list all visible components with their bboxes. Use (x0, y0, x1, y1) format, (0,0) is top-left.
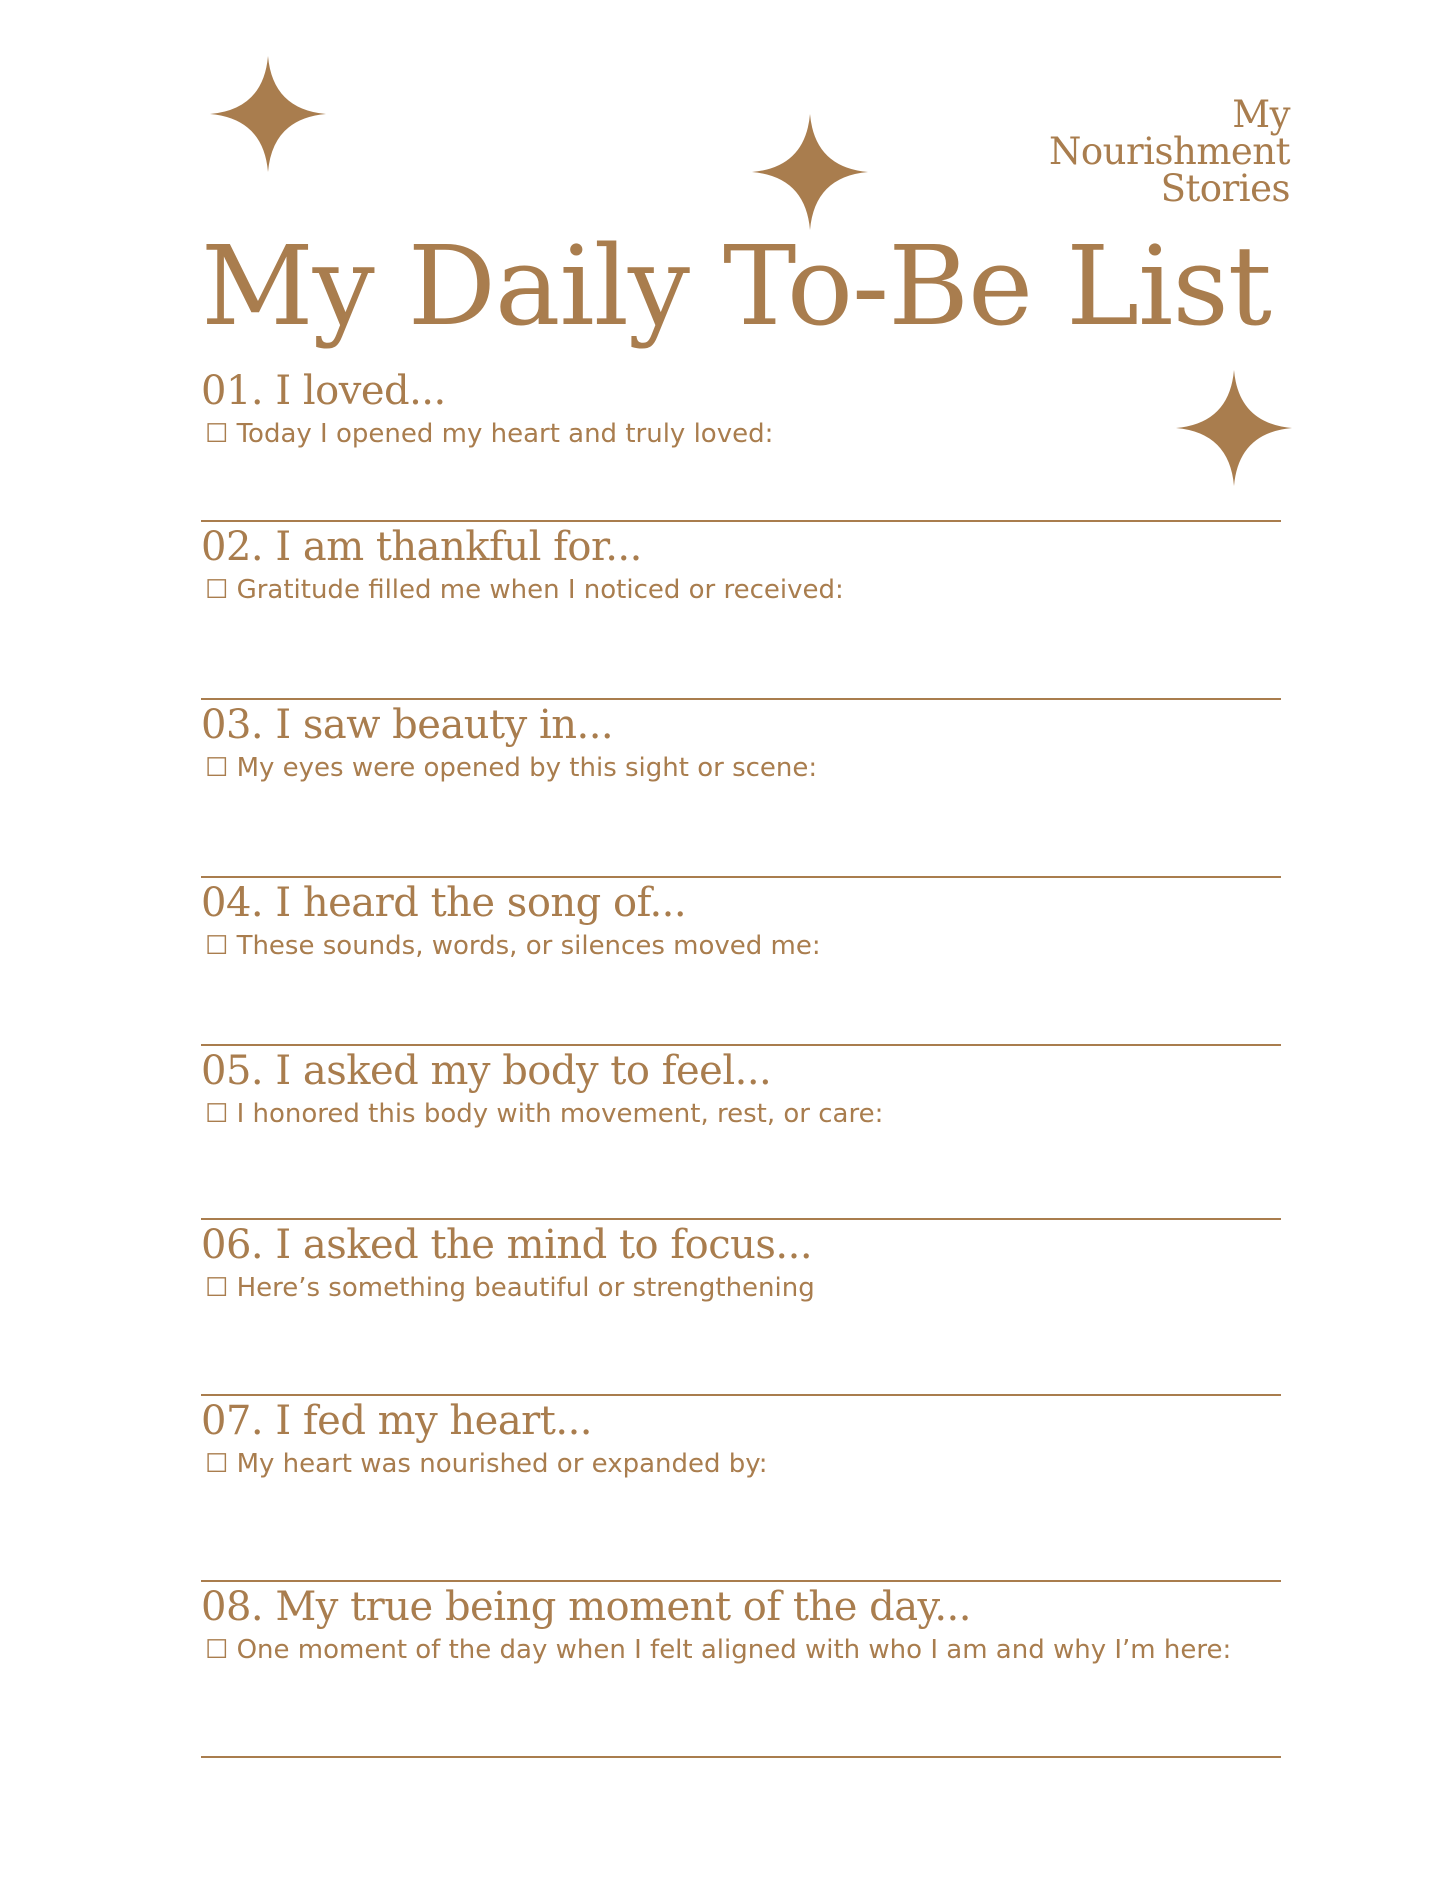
brand-logo (1030, 93, 1290, 210)
journal-section-6 (201, 1222, 1281, 1304)
writing-line (201, 876, 1281, 878)
brand-line: My (1232, 93, 1290, 136)
journal-section-4 (201, 880, 1281, 962)
section-prompt-checkbox[interactable]: ☐ My eyes were opened by this sight or scene: (205, 753, 818, 783)
sparkle-star-icon (752, 114, 868, 230)
section-heading: 05. I asked my body to feel... (201, 1048, 772, 1094)
section-heading: 08. My true being moment of the day... (201, 1584, 971, 1630)
section-prompt-checkbox[interactable]: ☐ My heart was nourished or expanded by: (205, 1449, 768, 1479)
section-prompt-checkbox[interactable]: ☐ Today I opened my heart and truly loved: (205, 419, 774, 449)
journal-section-7 (201, 1398, 1281, 1480)
section-prompt-checkbox[interactable]: ☐ Gratitude filled me when I noticed or received: (205, 575, 844, 605)
writing-line (201, 1394, 1281, 1396)
section-prompt-checkbox[interactable]: ☐ These sounds, words, or silences moved me: (205, 931, 821, 961)
section-prompt-checkbox[interactable]: ☐ One moment of the day when I felt aligned with who I am and why I’m here: (205, 1635, 1232, 1665)
sparkle-star-icon (210, 56, 326, 172)
section-heading: 06. I asked the mind to focus... (201, 1222, 813, 1268)
page-title: My Daily To-Be List (201, 222, 1271, 350)
writing-line (201, 698, 1281, 700)
writing-line (201, 1580, 1281, 1582)
section-heading: 01. I loved... (201, 368, 446, 414)
journal-section-8 (201, 1584, 1281, 1666)
brand-line: Stories (1160, 167, 1290, 210)
journal-section-3 (201, 702, 1281, 784)
section-heading: 03. I saw beauty in... (201, 702, 614, 748)
section-heading: 07. I fed my heart... (201, 1398, 593, 1444)
writing-line (201, 1756, 1281, 1758)
journal-section-2 (201, 524, 1281, 606)
brand-line: Nourishment (1049, 130, 1290, 173)
writing-line (201, 520, 1281, 522)
journal-section-5 (201, 1048, 1281, 1130)
section-heading: 02. I am thankful for... (201, 524, 642, 570)
writing-line (201, 1044, 1281, 1046)
journal-section-1 (201, 368, 1281, 450)
writing-line (201, 1218, 1281, 1220)
section-prompt-checkbox[interactable]: ☐ I honored this body with movement, rest, or care: (205, 1099, 884, 1129)
section-prompt-checkbox[interactable]: ☐ Here’s something beautiful or strengthening (205, 1273, 815, 1303)
section-heading: 04. I heard the song of... (201, 880, 687, 926)
